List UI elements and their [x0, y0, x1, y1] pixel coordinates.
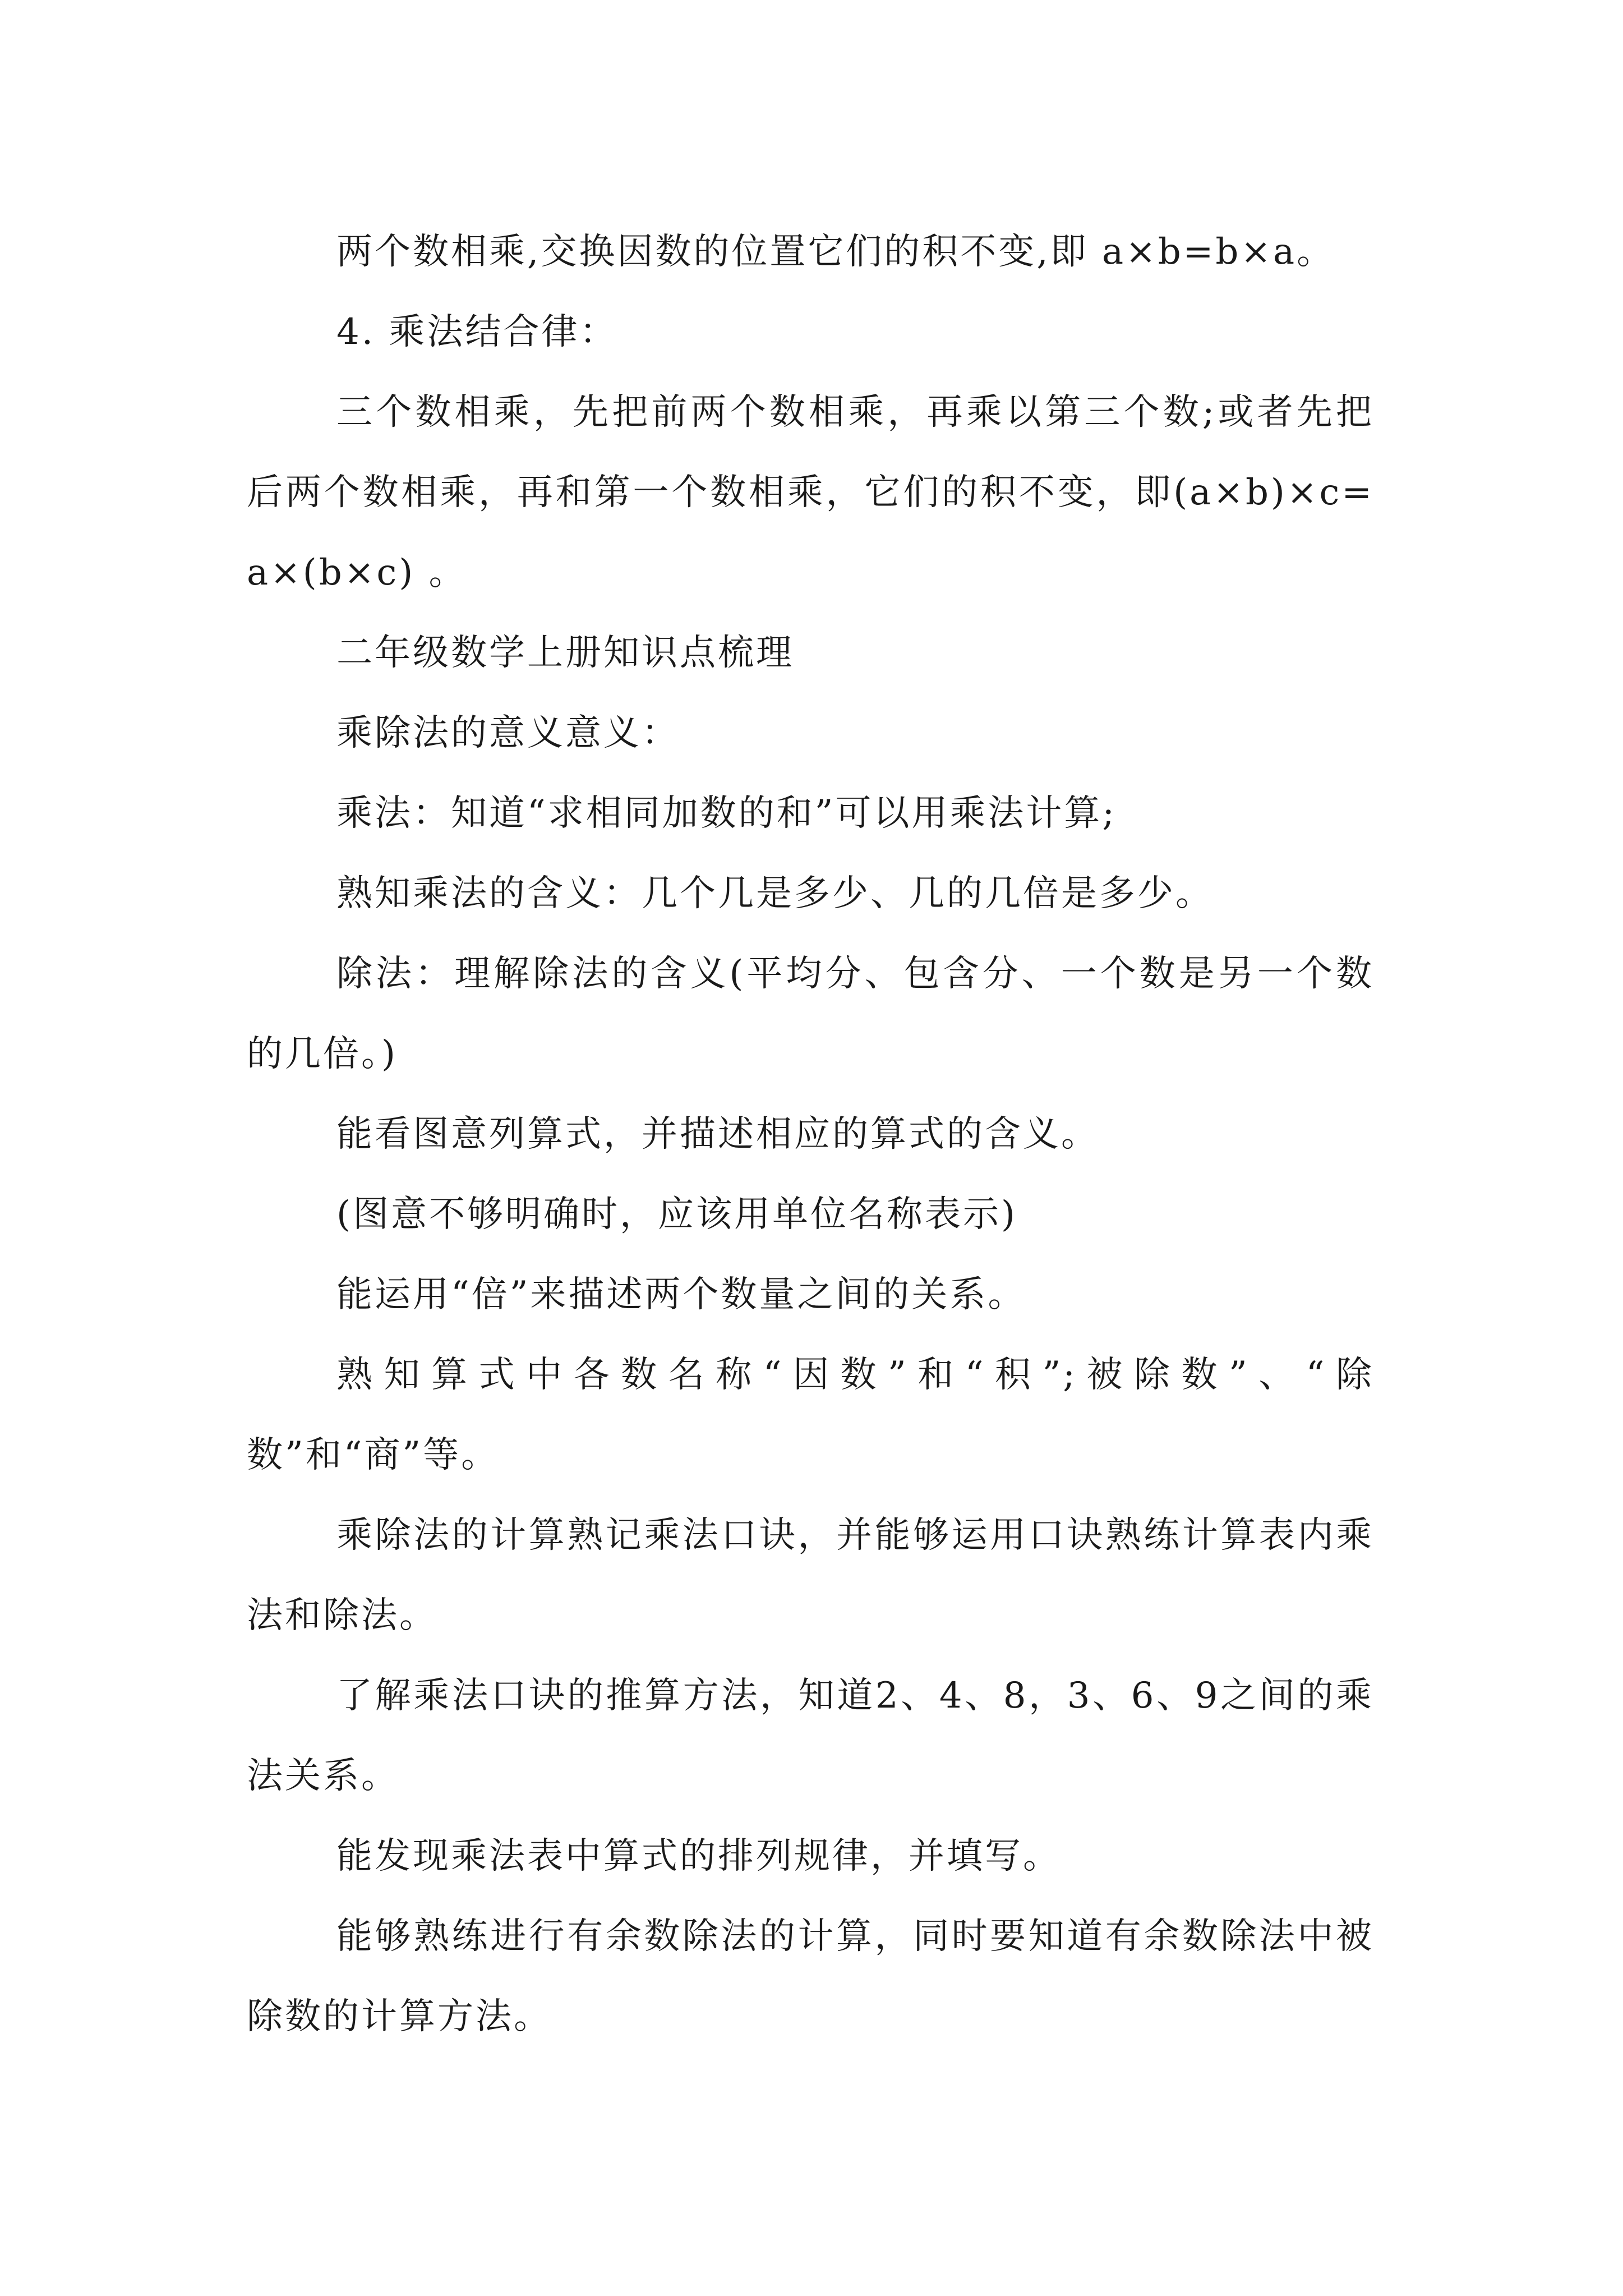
paragraph-division: 除法：理解除法的含义(平均分、包含分、一个数是另一个数的几倍。) [247, 953, 1374, 1075]
paragraph-table-derivation: 了解乘法口诀的推算方法，知道2、4、8，3、6、9之间的乘法关系。 [247, 1675, 1374, 1797]
paragraph-section-title: 二年级数学上册知识点梳理 [336, 632, 794, 674]
paragraph-associative-law: 三个数相乘，先把前两个数相乘，再乘以第三个数;或者先把后两个数相乘，再和第一个数相乘，它们的积不变，即(a×b)×c=a×(b×c) 。 [247, 392, 1374, 593]
document-body [247, 212, 1374, 2057]
paragraph-meaning-heading: 乘除法的意义意义： [336, 712, 680, 754]
paragraph-heading-associative-law: 4. 乘法结合律： [336, 311, 618, 353]
paragraph-remainder-division: 能够熟练进行有余数除法的计算，同时要知道有余数除法中被除数的计算方法。 [247, 1916, 1374, 2037]
paragraph-multiplication-meaning: 熟知乘法的含义：几个几是多少、几的几倍是多少。 [336, 873, 1214, 914]
paragraph-multiplication: 乘法：知道“求相同加数的和”可以用乘法计算; [336, 793, 1117, 834]
paragraph-table-pattern: 能发现乘法表中算式的排列规律，并填写。 [336, 1835, 1061, 1877]
paragraph-unit-names: (图意不够明确时，应该用单位名称表示) [336, 1194, 1017, 1235]
paragraph-term-names: 熟知算式中各数名称“因数”和“积”;被除数”、“除数”和“商”等。 [247, 1354, 1374, 1476]
paragraph-times-relation: 能运用“倍”来描述两个数量之间的关系。 [336, 1274, 1026, 1315]
paragraph-commutative-law: 两个数相乘,交换因数的位置它们的积不变,即 a×b=b×a。 [336, 231, 1335, 273]
paragraph-picture-equation: 能看图意列算式，并描述相应的算式的含义。 [336, 1114, 1099, 1155]
paragraph-multiplication-table: 乘除法的计算熟记乘法口诀，并能够运用口诀熟练计算表内乘法和除法。 [247, 1515, 1374, 1636]
